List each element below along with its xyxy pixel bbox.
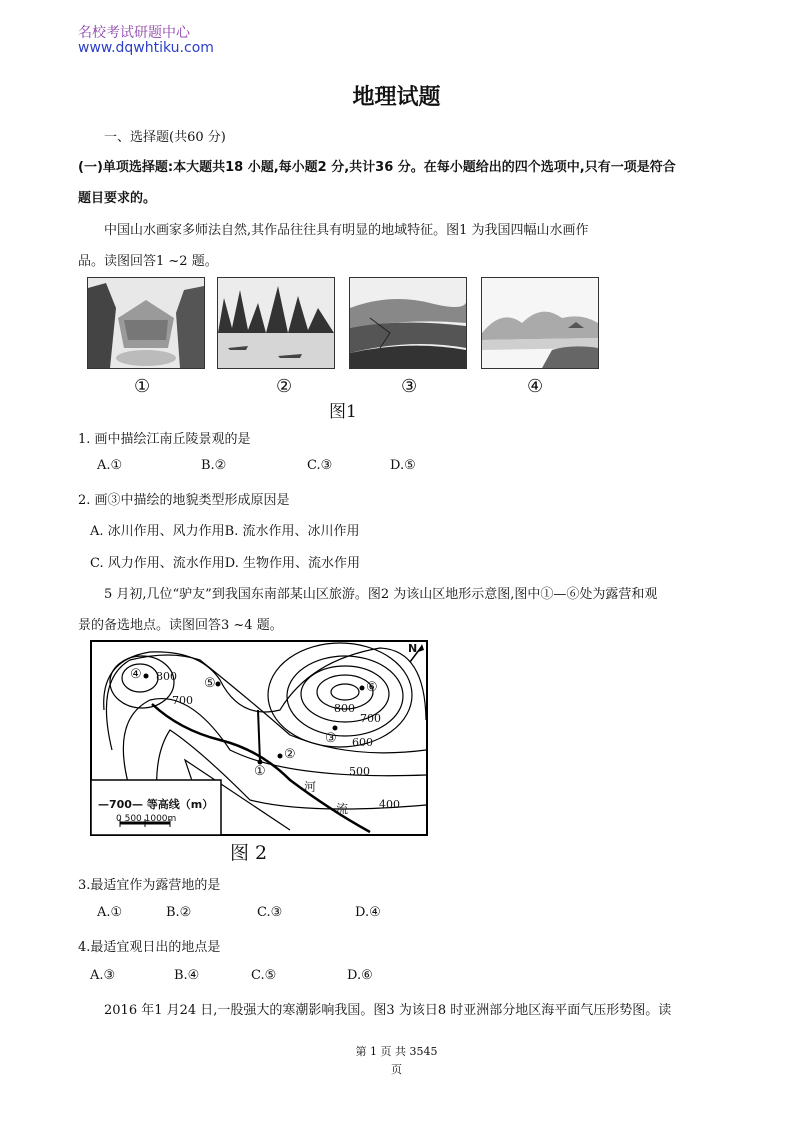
part-instruction: (一)单项选择题:本大题共18 小题,每小题2 分,共计36 分。在每小题给出的四个选项中,只有一项是符合 [78,160,676,175]
intro-text-3: 2016 年1 月24 日,一股强大的寒潮影响我国。图3 为该日8 时亚洲部分地区海平面气压形势图。读 [104,1003,672,1018]
painting-4 [481,277,599,369]
question-1-option-d[interactable]: D.⑤ [390,458,416,473]
question-3-option-c[interactable]: C.③ [257,905,283,920]
question-4-option-b[interactable]: B.④ [174,968,200,983]
point-4: ④ [130,667,142,682]
part-instruction-cont: 题目要求的。 [78,191,157,206]
legend-scale: 0 500 1000m [116,814,177,824]
page-title: 地理试题 [352,85,441,110]
question-4-option-d[interactable]: D.⑥ [347,968,373,983]
page-footer: 第 1 页 共 3545 [355,1045,438,1058]
river-char-1: 河 [304,780,317,794]
question-2-options-row2[interactable]: C. 风力作用、流水作用D. 生物作用、流水作用 [90,556,360,571]
page-footer-cont: 页 [391,1063,402,1076]
watermark-url: www.dqwhtiku.com [78,40,214,56]
figure1-caption: 图1 [329,402,357,422]
question-3-option-b[interactable]: B.② [166,905,192,920]
point-2: ② [284,747,296,762]
intro-text-cont: 品。读图回答1 ~2 题。 [78,254,218,269]
contour-label-500: 500 [349,765,370,778]
question-1-option-a[interactable]: A.① [97,458,123,473]
question-3-option-d[interactable]: D.④ [355,905,381,920]
point-3: ③ [325,731,337,746]
point-1: ① [254,764,266,779]
question-4-option-c[interactable]: C.⑤ [251,968,277,983]
question-2-options-row1[interactable]: A. 冰川作用、风力作用B. 流水作用、冰川作用 [90,524,360,539]
contour-label-800-left: 800 [156,670,177,683]
question-1-option-c[interactable]: C.③ [307,458,333,473]
point-6: ⑥ [366,680,378,695]
contour-label-400: 400 [379,798,400,811]
painting-label-3: ③ [401,376,418,397]
intro-text-2-cont: 景的备选地点。读图回答3 ~4 题。 [78,618,283,633]
painting-3 [349,277,467,369]
question-4-stem: 4.最适宜观日出的地点是 [78,940,221,955]
contour-label-800-right: 800 [334,702,355,715]
watermark-line1: 名校考试研题中心 [78,25,190,41]
contour-label-700-right: 700 [360,712,381,725]
question-2-stem: 2. 画③中描绘的地貌类型形成原因是 [78,493,290,508]
figure2-caption: 图 2 [230,842,268,864]
section-heading: 一、选择题(共60 分) [104,130,226,145]
river-char-2: 流 [336,802,349,816]
intro-text: 中国山水画家多师法自然,其作品往往具有明显的地域特征。图1 为我国四幅山水画作 [104,223,589,238]
contour-map [90,640,430,836]
question-4-option-a[interactable]: A.③ [90,968,116,983]
question-1-stem: 1. 画中描绘江南丘陵景观的是 [78,432,251,447]
painting-label-4: ④ [527,376,544,397]
intro-text-2: 5 月初,几位“驴友”到我国东南部某山区旅游。图2 为该山区地形示意图,图中①—⑥处为露营和观 [104,587,658,602]
contour-label-700-left: 700 [172,694,193,707]
question-3-stem: 3.最适宜作为露营地的是 [78,878,221,893]
question-3-option-a[interactable]: A.① [97,905,123,920]
contour-label-600: 600 [352,736,373,749]
painting-label-2: ② [276,376,293,397]
north-label: N [408,642,418,655]
point-5: ⑤ [204,676,216,691]
question-1-option-b[interactable]: B.② [201,458,227,473]
painting-1 [87,277,205,369]
legend-contour: —700— 等高线（m） [98,798,214,811]
painting-2 [217,277,335,369]
painting-label-1: ① [134,376,151,397]
